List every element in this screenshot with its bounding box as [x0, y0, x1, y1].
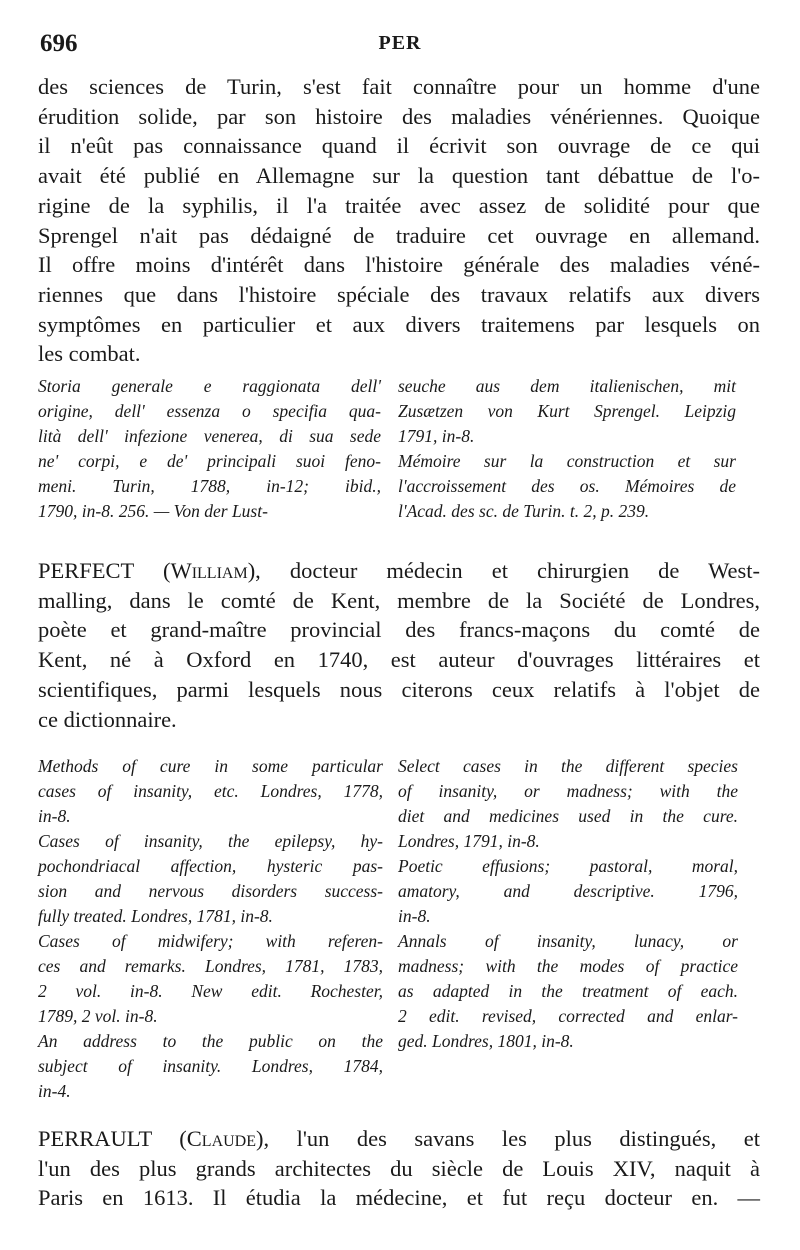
bibliography-line: origine, dell' essenza o specifia qua- — [38, 401, 381, 421]
bibliography-line: ces and remarks. Londres, 1781, 1783, — [38, 956, 383, 976]
bibliography-line: An address to the public on the — [38, 1031, 383, 1051]
text-line: des sciences de Turin, s'est fait connaître pour un homme d'une — [38, 74, 760, 99]
text-line: il n'eût pas connaissance quand il écrivit son ouvrage de ce qui — [38, 133, 760, 159]
bibliography-line: as adapted in the treatment of each. — [398, 981, 738, 1001]
bibliography-line: seuche aus dem italienischen, mit — [398, 376, 736, 396]
text-line: PERRAULT (Claude), l'un des savans les plus distingués, et — [38, 1126, 760, 1151]
text-line: érudition solide, par son histoire des maladies vénériennes. Quoique — [38, 103, 760, 129]
bibliography-line: diet and medicines used in the cure. — [398, 806, 738, 826]
bibliography-line: Poetic effusions; pastoral, moral, — [398, 856, 738, 876]
bibliography-line: Annals of insanity, lunacy, or — [398, 931, 738, 951]
bibliography-line: Cases of midwifery; with referen- — [38, 931, 383, 951]
bibliography-column-left — [38, 754, 383, 1104]
text-line: Sprengel n'ait pas dédaigné de traduire cet ouvrage en allemand. — [38, 222, 760, 248]
text-line: symptômes en particulier et aux divers traitemens par lesquels on — [38, 311, 760, 337]
text-line: PERFECT (William), docteur médecin et chirurgien de West- — [38, 558, 760, 583]
bibliography-line: of insanity, or madness; with the — [398, 781, 738, 801]
bibliography-line: lità dell' infezione venerea, di sua sede — [38, 426, 381, 446]
entry-continued-text — [38, 72, 760, 369]
bibliography-line: l'Acad. des sc. de Turin. t. 2, p. 239. — [398, 501, 650, 521]
page-number: 696 — [40, 30, 78, 57]
text-line: rigine de la syphilis, il l'a traitée avec assez de solidité pour que — [38, 192, 760, 218]
bibliography-line: Cases of insanity, the epilepsy, hy- — [38, 831, 383, 851]
text-line: Paris en 1613. Il étudia la médecine, et fut reçu docteur en. — — [38, 1185, 760, 1211]
bibliography-line: Methods of cure in some particular — [38, 756, 383, 776]
bibliography-line: l'accroissement des os. Mémoires de — [398, 476, 736, 496]
bibliography-line: meni. Turin, 1788, in-12; ibid., — [38, 476, 381, 496]
text-line: l'un des plus grands architectes du siècle de Louis XIV, naquit à — [38, 1155, 760, 1181]
text-line: malling, dans le comté de Kent, membre de la Société de Londres, — [38, 587, 760, 613]
entry-perfect — [38, 556, 760, 734]
bibliography-line: 2 edit. revised, corrected and enlar- — [398, 1006, 738, 1026]
bibliography-line: 1789, 2 vol. in-8. — [38, 1006, 158, 1026]
bibliography-line: Select cases in the different species — [398, 756, 738, 776]
entry-perrault — [38, 1124, 760, 1213]
bibliography-column-right — [398, 754, 738, 1054]
entry-headword: PERFECT — [38, 558, 134, 583]
bibliography-line: in-4. — [38, 1081, 71, 1101]
running-head — [40, 30, 760, 62]
bibliography-line: Zusætzen von Kurt Sprengel. Leipzig — [398, 401, 736, 421]
text-line: poète et grand-maître provincial des francs-maçons du comté de — [38, 617, 760, 643]
bibliography-line: ne' corpi, e de' principali suoi feno- — [38, 451, 381, 471]
bibliography-line: 1790, in-8. 256. — Von der Lust- — [38, 501, 268, 521]
bibliography-line: 2 vol. in-8. New edit. Rochester, — [38, 981, 383, 1001]
bibliography-line: ged. Londres, 1801, in-8. — [398, 1031, 574, 1051]
text-line-rest: ), docteur médecin et chirurgien de West- — [247, 558, 760, 583]
bibliography-line: Londres, 1791, in-8. — [398, 831, 540, 851]
text-line: riennes que dans l'histoire spéciale des travaux relatifs aux divers — [38, 281, 760, 307]
bibliography-line: pochondriacal affection, hysteric pas- — [38, 856, 383, 876]
bibliography-line: sion and nervous disorders success- — [38, 881, 383, 901]
bibliography-column-left — [38, 374, 381, 524]
bibliography-column-right — [398, 374, 736, 524]
bibliography-line: Storia generale e raggionata dell' — [38, 376, 381, 396]
text-line: scientifiques, parmi lesquels nous citerons ceux relatifs à l'objet de — [38, 676, 760, 702]
text-line: avait été publié en Allemagne sur la question tant débattue de l'o- — [38, 163, 760, 189]
bibliography-line: 1791, in-8. — [398, 426, 475, 446]
bibliography-line: cases of insanity, etc. Londres, 1778, — [38, 781, 383, 801]
bibliography-line: fully treated. Londres, 1781, in-8. — [38, 906, 273, 926]
entry-forename: Claude — [186, 1126, 257, 1151]
text-line: ce dictionnaire. — [38, 706, 177, 732]
bibliography-line: in-8. — [38, 806, 71, 826]
text-line: les combat. — [38, 341, 141, 367]
running-title: PER — [378, 32, 422, 54]
text-line-rest: ), l'un des savans les plus distingués, et — [256, 1126, 760, 1151]
bibliography-line: Mémoire sur la construction et sur — [398, 451, 736, 471]
text-line: Kent, né à Oxford en 1740, est auteur d'ouvrages littéraires et — [38, 647, 760, 673]
bibliography-line: amatory, and descriptive. 1796, — [398, 881, 738, 901]
bibliography-line: madness; with the modes of practice — [398, 956, 738, 976]
entry-forename: William — [170, 558, 248, 583]
bibliography-line: subject of insanity. Londres, 1784, — [38, 1056, 383, 1076]
text-line: Il offre moins d'intérêt dans l'histoire générale des maladies véné- — [38, 252, 760, 278]
bibliography-line: in-8. — [398, 906, 431, 926]
entry-headword: PERRAULT — [38, 1126, 152, 1151]
